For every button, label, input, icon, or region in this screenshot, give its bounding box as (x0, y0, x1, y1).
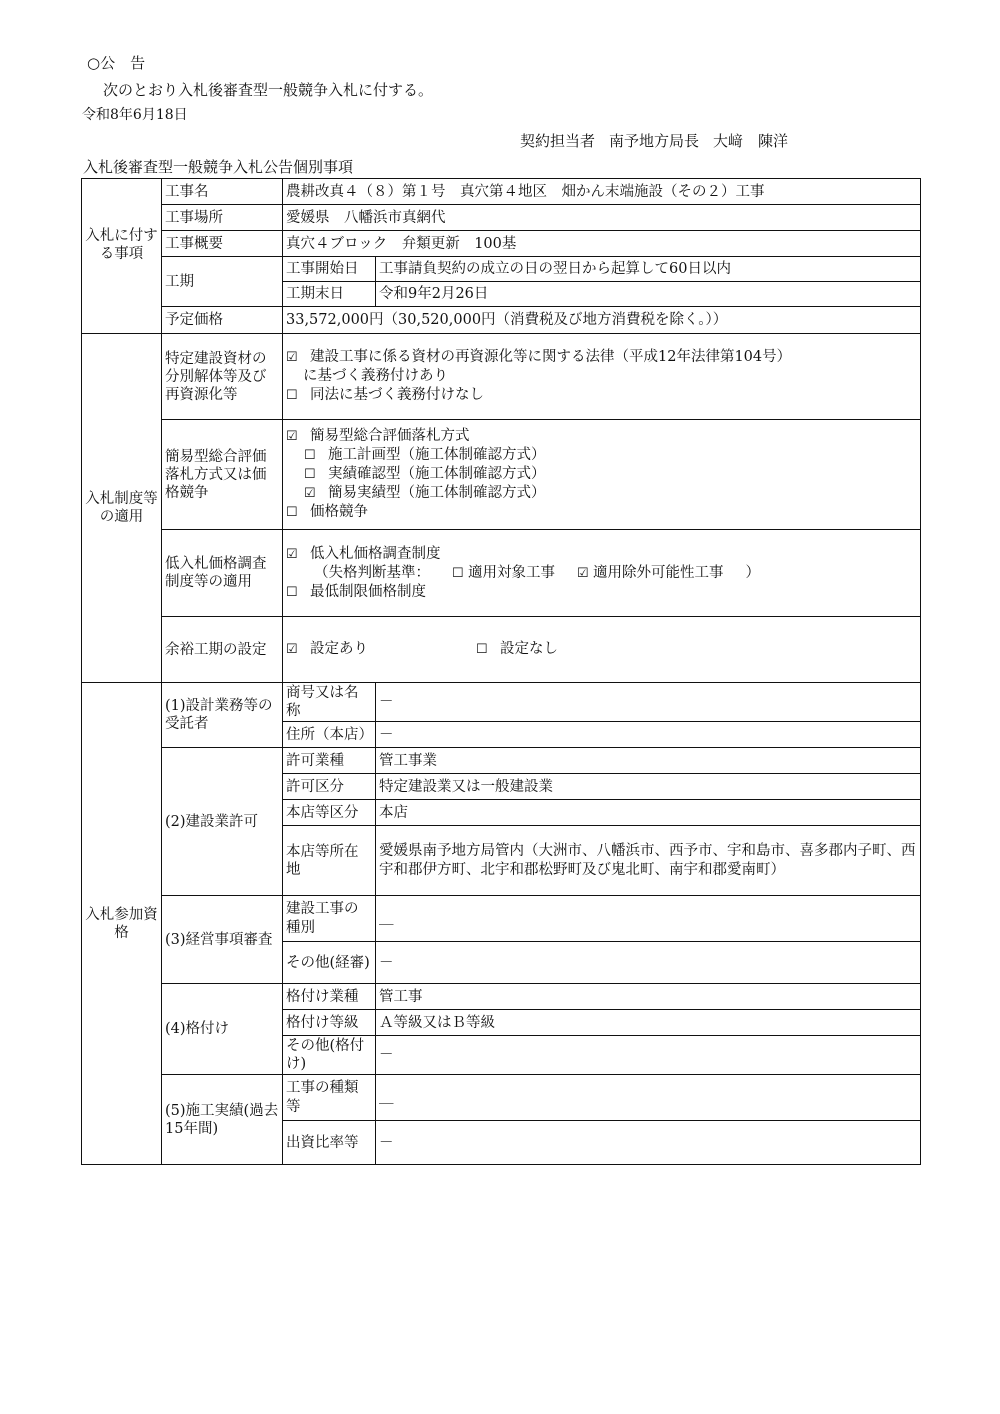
row-license-type (82, 748, 921, 774)
value-project-location: 愛媛県 八幡浜市真網代 (283, 205, 921, 231)
label-margin-period: 余裕工期の設定 (162, 617, 283, 683)
checkbox-unchecked-icon[interactable]: ☐ (476, 642, 488, 657)
checkbox-unchecked-icon[interactable]: ☐ (286, 584, 298, 600)
row-design-name (82, 683, 921, 722)
checkbox-checked-icon[interactable]: ☑ (577, 565, 589, 581)
checkbox-checked-icon[interactable]: ☑ (286, 642, 298, 657)
label-method: 簡易型総合評価落札方式又は価格競争 (162, 420, 283, 530)
checkbox-checked-icon[interactable]: ☑ (286, 429, 298, 444)
label-rating: (4)格付け (162, 984, 283, 1075)
row-project-location (82, 205, 921, 231)
label-license-type: 許可業種 (283, 748, 376, 774)
checkbox-checked-icon[interactable]: ☑ (286, 546, 298, 562)
option-recycling-required-cont: に基づく義務付けあり (303, 368, 448, 384)
label-period-end: 工期末日 (283, 282, 376, 307)
option-criteria-applicable: 適用対象工事 (468, 564, 555, 581)
group-qualifications: 入札参加資格 (82, 683, 162, 1165)
value-license-class: 特定建設業又は一般建設業 (376, 774, 921, 800)
options-method (283, 420, 921, 530)
group-bid-system: 入札制度等の適用 (82, 334, 162, 683)
value-planned-price: 33,572,000円（30,520,000円（消費税及び地方消費税を除く。）） (283, 307, 921, 334)
label-period-start: 工事開始日 (283, 257, 376, 282)
row-planned-price (82, 307, 921, 334)
label-rating-other: その他(格付け) (283, 1036, 376, 1075)
label-rating-kind: 格付け業種 (283, 984, 376, 1010)
contract-role: 契約担当者 (520, 132, 596, 150)
notice-title: ○公 告 (87, 54, 146, 72)
option-low-bid-survey: 低入札価格調査制度 (310, 545, 441, 562)
option-plan-type: 施工計画型（施工体制確認方式） (328, 447, 546, 463)
label-office-location: 本店等所在地 (283, 826, 376, 896)
label-planned-price: 予定価格 (162, 307, 283, 334)
bid-details-table (81, 178, 921, 1165)
criteria-suffix: ） (745, 564, 760, 581)
checkbox-unchecked-icon[interactable]: ☐ (286, 505, 298, 520)
label-project-name: 工事名 (162, 179, 283, 205)
checkbox-checked-icon[interactable]: ☑ (304, 486, 316, 501)
value-rating-grade: Ａ等級又はＢ等級 (376, 1010, 921, 1036)
checkbox-unchecked-icon[interactable]: ☐ (452, 565, 464, 581)
option-recycling-required: 建設工事に係る資材の再資源化等に関する法律（平成12年法律第104号） (310, 349, 792, 365)
label-record-kind: 工事の種類等 (283, 1075, 376, 1121)
label-management-review: (3)経営事項審査 (162, 896, 283, 984)
label-low-bid: 低入札価格調査制度等の適用 (162, 530, 283, 617)
row-recycling (82, 334, 921, 420)
option-margin-not-set: 設定なし (500, 641, 558, 657)
option-criteria-exempt: 適用除外可能性工事 (593, 564, 724, 581)
option-price-competition: 価格競争 (310, 504, 368, 520)
checkbox-unchecked-icon[interactable]: ☐ (304, 467, 316, 482)
label-period: 工期 (162, 257, 283, 307)
notice-intro: 次のとおり入札後審査型一般競争入札に付する。 (103, 81, 434, 99)
label-recycling: 特定建設資材の分別解体等及び再資源化等 (162, 334, 283, 420)
label-office-class: 本店等区分 (283, 800, 376, 826)
label-project-location: 工事場所 (162, 205, 283, 231)
label-construction-record: (5)施工実績(過去15年間) (162, 1075, 283, 1165)
value-design-name: － (376, 683, 921, 722)
contract-person: 大﨑 陳洋 (713, 132, 789, 150)
value-record-ratio: － (376, 1121, 921, 1165)
checkbox-unchecked-icon[interactable]: ☐ (286, 388, 298, 403)
value-period-start: 工事請負契約の成立の日の翌日から起算して60日以内 (376, 257, 921, 282)
contract-officer (520, 130, 788, 151)
value-record-kind: ＿ (376, 1075, 921, 1121)
value-project-summary: 真穴４ブロック 弁類更新 100基 (283, 231, 921, 257)
row-record-kind (82, 1075, 921, 1121)
row-project-name (82, 179, 921, 205)
option-minimum-price: 最低制限価格制度 (310, 583, 426, 600)
label-construction-license: (2)建設業許可 (162, 748, 283, 896)
value-office-class: 本店 (376, 800, 921, 826)
contract-office: 南予地方局長 (609, 132, 700, 150)
checkbox-unchecked-icon[interactable]: ☐ (304, 448, 316, 463)
criteria-prefix: （失格判断基準： (314, 564, 430, 581)
label-design-address: 住所（本店） (283, 722, 376, 748)
value-rating-kind: 管工事 (376, 984, 921, 1010)
row-low-bid (82, 530, 921, 617)
option-recycling-not-required: 同法に基づく義務付けなし (310, 387, 484, 403)
value-license-type: 管工事業 (376, 748, 921, 774)
option-simple-record-type: 簡易実績型（施工体制確認方式） (328, 485, 546, 501)
options-recycling (283, 334, 921, 420)
row-method (82, 420, 921, 530)
value-design-address: － (376, 722, 921, 748)
options-low-bid (283, 530, 921, 617)
value-rating-other: － (376, 1036, 921, 1075)
value-period-end: 令和9年2月26日 (376, 282, 921, 307)
option-record-check-type: 実績確認型（施工体制確認方式） (328, 466, 546, 482)
group-bid-items: 入札に付する事項 (82, 179, 162, 334)
option-simple-evaluation: 簡易型総合評価落札方式 (310, 428, 470, 444)
label-project-summary: 工事概要 (162, 231, 283, 257)
table-caption: 入札後審査型一般競争入札公告個別事項 (83, 158, 354, 176)
value-review-kind: ＿ (376, 896, 921, 942)
label-review-kind: 建設工事の種別 (283, 896, 376, 942)
label-record-ratio: 出資比率等 (283, 1121, 376, 1165)
label-review-other: その他(経審) (283, 942, 376, 984)
row-period-start (82, 257, 921, 282)
option-margin-set: 設定あり (310, 641, 368, 657)
row-rating-kind (82, 984, 921, 1010)
row-margin-period (82, 617, 921, 683)
row-review-kind (82, 896, 921, 942)
label-license-class: 許可区分 (283, 774, 376, 800)
value-project-name: 農耕改真４（８）第１号 真穴第４地区 畑かん末端施設（その２）工事 (283, 179, 921, 205)
value-review-other: － (376, 942, 921, 984)
notice-date: 令和8年6月18日 (82, 107, 188, 123)
row-project-summary (82, 231, 921, 257)
label-design-contractor: (1)設計業務等の受託者 (162, 683, 283, 748)
value-office-location: 愛媛県南予地方局管内（大洲市、八幡浜市、西予市、宇和島市、喜多郡内子町、西宇和郡伊方町、北宇和郡松野町及び鬼北町、南宇和郡愛南町） (376, 826, 921, 896)
label-design-name: 商号又は名称 (283, 683, 376, 722)
label-rating-grade: 格付け等級 (283, 1010, 376, 1036)
checkbox-checked-icon[interactable]: ☑ (286, 350, 298, 365)
options-margin-period (283, 617, 921, 683)
